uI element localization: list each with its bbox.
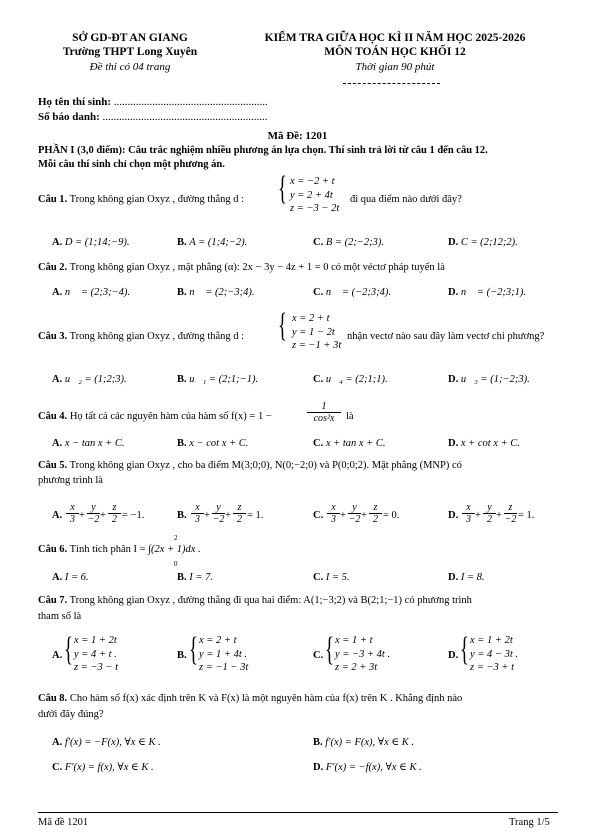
q5-rhs: = 0.: [383, 510, 400, 521]
q1-stem: [38, 194, 244, 205]
opt-letter: C.: [313, 287, 324, 298]
system-row: z = −1 − 3t: [199, 662, 249, 673]
opt-letter: D.: [448, 237, 459, 248]
plus-sign: +: [475, 510, 481, 521]
opt-text: x + cot x + C.: [460, 438, 520, 449]
opt-text: A = (1;4;−2).: [189, 237, 248, 248]
duration: Thời gian 90 phút: [355, 61, 435, 73]
opt-letter: A.: [52, 510, 63, 521]
student-id-dots: ............................................................: [102, 111, 268, 123]
opt-letter: B.: [177, 510, 187, 521]
q7-system: [335, 634, 390, 675]
q5-fraction: [212, 502, 225, 525]
opt-text: D = (1;14;−9).: [64, 237, 130, 248]
student-name-label: Họ tên thí sinh:: [38, 96, 114, 108]
opt-text: I = 5.: [325, 572, 350, 583]
q7-text2: tham số là: [38, 611, 82, 622]
opt-letter: C.: [313, 572, 324, 583]
frac-num: x: [66, 502, 79, 514]
q8-opt-d[interactable]: [313, 761, 422, 773]
q8-opt-c[interactable]: [52, 761, 154, 773]
q8-text: Cho hàm số f(x) xác định trên K và F(x) là một nguyên hàm của f(x) trên K . Khẳng định nào: [67, 693, 463, 704]
q5-fraction: [327, 502, 340, 525]
part1-subtitle: Mỗi câu thí sinh chỉ chọn một phương án.: [38, 159, 225, 170]
opt-text: F′(x) = f(x), ∀x ∈ K .: [64, 762, 154, 773]
q5-rhs: = 1.: [247, 510, 264, 521]
plus-sign: +: [361, 510, 367, 521]
opt-letter: D.: [448, 572, 459, 583]
opt-letter: C.: [313, 438, 324, 449]
opt-text: B = (2;−2;3).: [325, 237, 385, 248]
opt-text: u⃗₄ = (2;1;1).: [325, 374, 388, 385]
frac-den: 2: [112, 514, 117, 525]
q6-integrand: (2x + 1)dx .: [151, 544, 201, 555]
q4-text: Họ tất cả các nguyên hàm của hàm số f(x) = 1 −: [67, 411, 272, 422]
exam-title: KIỂM TRA GIỮA HỌC KÌ II NĂM HỌC 2025-2026: [264, 32, 526, 44]
q7-opt-b[interactable]: [177, 630, 287, 678]
opt-text: n⃗ = (−2;3;1).: [460, 287, 527, 298]
q3-stem: [38, 331, 244, 342]
q7-system: [74, 634, 118, 675]
q1-text: Trong không gian Oxyz , đường thẳng d :: [67, 194, 245, 205]
q1-sys-x: x = −2 + t: [290, 176, 335, 187]
opt-text: f′(x) = −F(x), ∀x ∈ K .: [64, 737, 161, 748]
opt-text: u⃗₂ = (1;2;3).: [64, 374, 127, 385]
opt-letter: A.: [52, 572, 63, 583]
header-dash-rule: [343, 83, 440, 84]
frac-num: x: [462, 502, 475, 514]
q8-opt-a[interactable]: [52, 736, 161, 748]
opt-text: u⃗₃ = (1;−2;3).: [460, 374, 530, 385]
q5-fraction: [348, 502, 361, 525]
q5-fraction: [191, 502, 204, 525]
q3-sys-y: y = 1 − 2t: [292, 326, 335, 338]
q7-opt-d[interactable]: [448, 630, 558, 678]
system-row: y = 4 + t .: [74, 648, 117, 660]
frac-den: 2: [373, 514, 378, 525]
q2-opt-c[interactable]: [313, 287, 391, 298]
q4-tail: là: [346, 411, 354, 422]
opt-letter: A.: [52, 737, 63, 748]
frac-den: 3: [331, 514, 336, 525]
q7-system: [199, 634, 248, 675]
system-row: z = 2 + 3t: [335, 662, 378, 673]
frac-num: z: [108, 502, 121, 514]
opt-letter: C.: [52, 762, 63, 773]
q7-opt-a[interactable]: [52, 630, 162, 678]
opt-text: n⃗ = (2;−3;4).: [189, 287, 255, 298]
q3-opt-c[interactable]: [313, 374, 388, 385]
opt-letter: C.: [313, 237, 324, 248]
student-id-line: [38, 111, 268, 123]
system-brace: {: [189, 631, 198, 668]
frac-den: −2: [212, 514, 225, 525]
q1-sys-y: y = 2 + 4t: [290, 189, 333, 201]
opt-letter: A.: [52, 287, 63, 298]
q1-system: [290, 175, 339, 216]
q6-opt-a[interactable]: [52, 572, 89, 583]
system-brace: {: [325, 631, 334, 668]
plus-sign: +: [204, 510, 210, 521]
q5-fraction: [108, 502, 121, 525]
q1-brace: {: [278, 170, 287, 207]
q1-tail: đi qua điểm nào dưới đây?: [350, 194, 462, 205]
q3-brace: {: [278, 307, 287, 344]
opt-letter: C.: [313, 650, 324, 661]
q6-opt-d[interactable]: [448, 572, 485, 583]
opt-letter: A.: [52, 438, 63, 449]
opt-letter: A.: [52, 374, 63, 385]
opt-text: x + tan x + C.: [325, 438, 386, 449]
opt-letter: C.: [313, 510, 324, 521]
system-row: x = 2 + t: [199, 635, 237, 646]
frac-den: 2: [237, 514, 242, 525]
q1-opt-c[interactable]: [313, 237, 384, 248]
frac-num: y: [87, 502, 100, 514]
opt-letter: B.: [177, 287, 187, 298]
system-brace: {: [460, 631, 469, 668]
q6-opt-b[interactable]: [177, 572, 213, 583]
system-row: z = −3 − t: [74, 662, 119, 673]
q6-opt-c[interactable]: [313, 572, 350, 583]
frac-num: x: [327, 502, 340, 514]
plus-sign: +: [79, 510, 85, 521]
q5-rhs: = −1.: [122, 510, 145, 521]
frac-den: −2: [87, 514, 100, 525]
frac-num: z: [504, 502, 517, 514]
frac-num: y: [483, 502, 496, 514]
q1-opt-b[interactable]: [177, 237, 247, 248]
q7-system: [470, 634, 518, 675]
q1-opt-a[interactable]: [52, 237, 129, 248]
q7-text: Trong không gian Oxyz , đường thẳng đi qua hai điểm: A(1;−3;2) và B(2;1;−1) có phương trình: [67, 595, 472, 606]
q4-frac-num: 1: [307, 401, 341, 413]
q3-opt-d[interactable]: [448, 374, 530, 385]
q6-text: Tính tích phân I = ∫: [67, 544, 152, 555]
frac-den: −2: [504, 514, 517, 525]
q3-opt-a[interactable]: [52, 374, 127, 385]
q8-stem: [38, 693, 462, 704]
q4-frac-den: cos²x: [313, 413, 335, 424]
opt-letter: A.: [52, 237, 63, 248]
q4-fraction: [307, 401, 341, 424]
plus-sign: +: [100, 510, 106, 521]
frac-num: z: [233, 502, 246, 514]
q3-opt-b[interactable]: [177, 374, 258, 385]
q4-opt-b[interactable]: [177, 438, 248, 449]
q5-fraction: [483, 502, 496, 525]
opt-text: x − tan x + C.: [64, 438, 125, 449]
plus-sign: +: [225, 510, 231, 521]
student-name-line: [38, 96, 268, 108]
q4-opt-d[interactable]: [448, 438, 520, 449]
opt-text: C = (2;12;2).: [460, 237, 518, 248]
opt-letter: A.: [52, 650, 63, 661]
q3-tail: nhận vectơ nào sau đây làm vectơ chỉ phương?: [347, 331, 545, 342]
system-row: x = 1 + 2t: [74, 635, 117, 646]
system-row: x = 1 + t: [335, 635, 373, 646]
q6-label: Câu 6.: [38, 544, 68, 555]
footer-page: Trang 1/5: [509, 817, 550, 828]
q2-text: Trong không gian Oxyz , mặt phẳng (α): 2x − 3y − 4z + 1 = 0 có một véctơ pháp tuyến là: [67, 262, 445, 273]
q3-text: Trong không gian Oxyz , đường thẳng d :: [67, 331, 245, 342]
q5-label: Câu 5.: [38, 460, 68, 471]
q6-upper-limit: 2: [174, 534, 178, 542]
q5-text: Trong không gian Oxyz , cho ba điểm M(3;0;0), N(0;−2;0) và P(0;0;2). Mặt phẳng (MNP) có: [67, 460, 462, 471]
plus-sign: +: [340, 510, 346, 521]
opt-letter: D.: [448, 374, 459, 385]
opt-letter: B.: [177, 374, 187, 385]
q5-fraction: [66, 502, 79, 525]
footer-rule: [38, 812, 558, 813]
q6-stem: [38, 544, 201, 555]
system-row: y = −3 + 4t .: [335, 648, 391, 660]
frac-num: x: [191, 502, 204, 514]
opt-letter: B.: [177, 650, 187, 661]
q2-opt-a[interactable]: [52, 287, 130, 298]
opt-letter: B.: [177, 572, 187, 583]
q1-label: Câu 1.: [38, 194, 68, 205]
q2-label: Câu 2.: [38, 262, 68, 273]
q7-opt-c[interactable]: [313, 630, 423, 678]
frac-den: 2: [487, 514, 492, 525]
q3-sys-z: z = −1 + 3t: [292, 340, 342, 351]
q8-opt-b[interactable]: [313, 736, 414, 748]
student-id-label: Số báo danh:: [38, 111, 103, 123]
frac-den: 3: [70, 514, 75, 525]
q5-fraction: [87, 502, 100, 525]
opt-text: I = 8.: [460, 572, 485, 583]
q5-fraction: [462, 502, 475, 525]
opt-letter: C.: [313, 374, 324, 385]
exam-code: Mã Đề: 1201: [267, 130, 328, 142]
subject: MÔN TOÁN HỌC KHỐI 12: [324, 46, 466, 58]
system-row: x = 1 + 2t: [470, 635, 513, 646]
q5-text2: phương trình là: [38, 475, 103, 486]
opt-text: I = 6.: [64, 572, 89, 583]
frac-den: 3: [466, 514, 471, 525]
opt-text: n⃗ = (2;3;−4).: [64, 287, 131, 298]
opt-letter: D.: [313, 762, 324, 773]
q4-opt-c[interactable]: [313, 438, 386, 449]
system-row: z = −3 + t: [470, 662, 515, 673]
school-name: Trường THPT Long Xuyên: [62, 46, 198, 58]
q1-sys-z: z = −3 − 2t: [290, 203, 340, 214]
q3-system: [292, 312, 341, 353]
q2-opt-d[interactable]: [448, 287, 526, 298]
footer-code: Mã đề 1201: [38, 817, 89, 828]
frac-num: y: [348, 502, 361, 514]
q5-fraction: [233, 502, 246, 525]
plus-sign: +: [496, 510, 502, 521]
opt-letter: B.: [177, 237, 187, 248]
system-row: y = 1 + 4t .: [199, 648, 247, 660]
opt-text: I = 7.: [189, 572, 213, 583]
part1-title: PHẦN I (3,0 điểm): Câu trắc nghiệm nhiều phương án lựa chọn. Thí sinh trả lời từ câu 1 đến câu 12.: [38, 145, 488, 156]
system-row: y = 4 − 3t .: [470, 648, 518, 660]
q4-label: Câu 4.: [38, 411, 68, 422]
dept-name: SỞ GD-ĐT AN GIANG: [72, 32, 188, 44]
q4-opt-a[interactable]: [52, 438, 125, 449]
q5-stem: [38, 460, 462, 471]
pages-note: Đề thi có 04 trang: [89, 61, 171, 73]
opt-text: n⃗ = (−2;3;4).: [325, 287, 392, 298]
opt-text: u⃗₁ = (2;1;−1).: [189, 374, 259, 385]
frac-num: z: [369, 502, 382, 514]
q4-stem: [38, 411, 272, 422]
q8-text2: dưới đây đúng?: [38, 709, 104, 720]
q5-fraction: [369, 502, 382, 525]
opt-text: f′(x) = F(x), ∀x ∈ K .: [325, 737, 415, 748]
q2-stem: [38, 262, 445, 273]
q3-sys-x: x = 2 + t: [292, 313, 330, 324]
q8-label: Câu 8.: [38, 693, 68, 704]
q7-label: Câu 7.: [38, 595, 68, 606]
student-name-dots: ........................................................: [113, 96, 268, 108]
q6-lower-limit: 0: [174, 560, 178, 568]
q5-rhs: = 1.: [518, 510, 535, 521]
opt-text: F′(x) = −f(x), ∀x ∈ K .: [325, 762, 422, 773]
q3-label: Câu 3.: [38, 331, 68, 342]
frac-den: −2: [348, 514, 361, 525]
q2-opt-b[interactable]: [177, 287, 254, 298]
q1-opt-d[interactable]: [448, 237, 518, 248]
q5-fraction: [504, 502, 517, 525]
q7-stem: [38, 595, 472, 606]
frac-num: y: [212, 502, 225, 514]
frac-den: 3: [195, 514, 200, 525]
opt-letter: D.: [448, 510, 459, 521]
opt-letter: B.: [313, 737, 323, 748]
opt-text: x − cot x + C.: [189, 438, 249, 449]
opt-letter: D.: [448, 650, 459, 661]
system-brace: {: [64, 631, 73, 668]
opt-letter: D.: [448, 287, 459, 298]
opt-letter: D.: [448, 438, 459, 449]
opt-letter: B.: [177, 438, 187, 449]
